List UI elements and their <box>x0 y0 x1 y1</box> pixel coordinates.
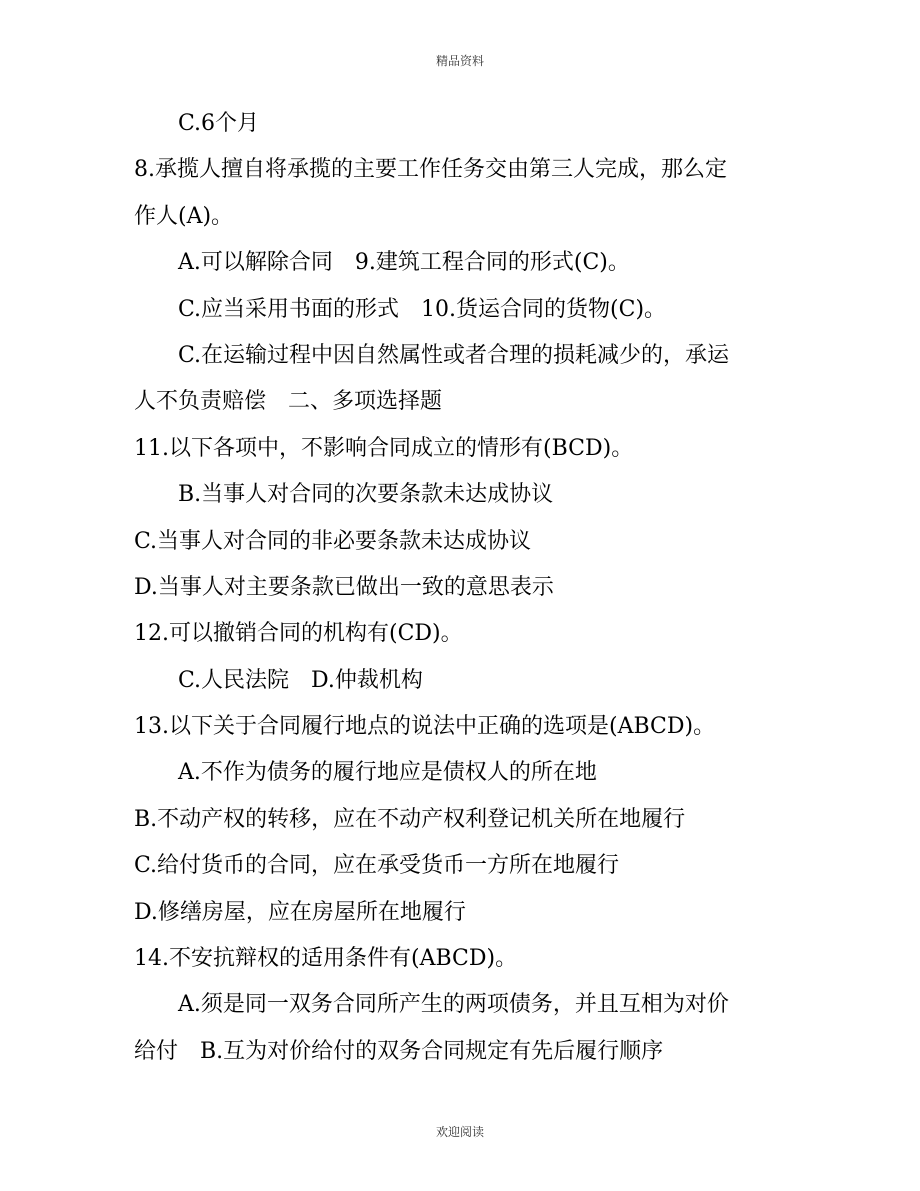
text-line-17: C.给付货币的合同，应在承受货币一方所在地履行 <box>134 853 620 879</box>
document-body <box>134 101 794 1075</box>
text-line-6: C.在运输过程中因自然属性或者合理的损耗减少的，承运 <box>178 342 730 368</box>
page-header: 精品资料 <box>435 54 484 68</box>
text-line-20: A.须是同一双务合同所产生的两项债务，并且互相为对价 <box>178 992 729 1018</box>
text-line-5: C.应当采用书面的形式 10.货运合同的货物(C)。 <box>178 296 667 322</box>
page-footer: 欢迎阅读 <box>435 1125 484 1139</box>
text-line-2: 8.承揽人擅自将承揽的主要工作任务交由第三人完成，那么定 <box>134 157 727 183</box>
text-line-19: 14.不安抗辩权的适用条件有(ABCD)。 <box>134 946 518 972</box>
text-line-14: 13.以下关于合同履行地点的说法中正确的选项是(ABCD)。 <box>134 714 716 740</box>
text-line-3: 作人(A)。 <box>134 203 234 229</box>
text-line-12: 12.可以撤销合同的机构有(CD)。 <box>134 621 463 647</box>
text-line-10: C.当事人对合同的非必要条款未达成协议 <box>134 528 532 554</box>
text-line-4: A.可以解除合同 9.建筑工程合同的形式(C)。 <box>178 250 630 276</box>
text-line-15: A.不作为债务的履行地应是债权人的所在地 <box>178 760 597 786</box>
text-line-16: B.不动产权的转移，应在不动产权利登记机关所在地履行 <box>134 806 686 832</box>
text-line-13: C.人民法院 D.仲裁机构 <box>178 667 423 693</box>
text-line-8: 11.以下各项中，不影响合同成立的情形有(BCD)。 <box>134 435 634 461</box>
text-line-21: 给付 B.互为对价给付的双务合同规定有先后履行顺序 <box>134 1038 664 1064</box>
text-line-9: B.当事人对合同的次要条款未达成协议 <box>178 482 554 508</box>
text-line-18: D.修缮房屋，应在房屋所在地履行 <box>134 899 466 925</box>
text-line-7: 人不负责赔偿 二、多项选择题 <box>134 389 443 415</box>
text-line-1: C.6个月 <box>178 111 260 136</box>
text-line-11: D.当事人对主要条款已做出一致的意思表示 <box>134 574 554 600</box>
